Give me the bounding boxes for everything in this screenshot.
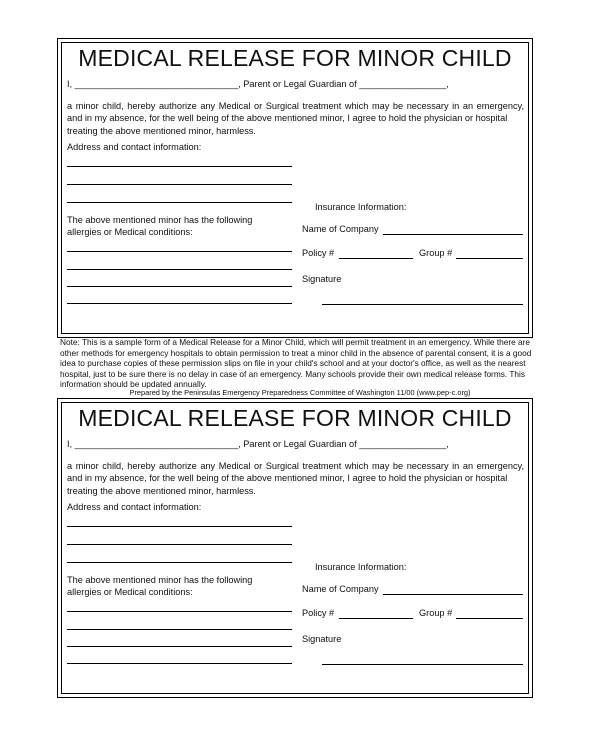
- authorization-body: a minor child, hereby authorize any Medical or Surgical treatment which may be necessary in an emergency, and in my absence, for the well being of the above mentioned minor, I agree to hold the physician or hospital: [67, 461, 524, 484]
- allergy-label-1: The above mentioned minor has the following: [67, 575, 253, 585]
- authorization-last-line: treating the above mentioned minor, harmless.: [67, 125, 256, 136]
- allergy-line-2[interactable]: [67, 269, 292, 270]
- form-title: MEDICAL RELEASE FOR MINOR CHILD: [78, 45, 512, 71]
- prepared-by-credit: Prepared by the Peninsulas Emergency Preparedness Committee of Washington 11/00 (www.pep-c.org): [129, 388, 471, 397]
- address-line-3[interactable]: [67, 562, 292, 563]
- release-form-1: [57, 38, 533, 338]
- policy-field[interactable]: [339, 618, 413, 619]
- address-line-2[interactable]: [67, 544, 292, 545]
- allergy-line-3[interactable]: [67, 286, 292, 287]
- authorization-last-line: treating the above mentioned minor, harmless.: [67, 485, 256, 496]
- address-line-1[interactable]: [67, 166, 292, 167]
- company-field[interactable]: [383, 234, 523, 235]
- signature-label: Signature: [302, 634, 342, 644]
- group-field[interactable]: [456, 618, 523, 619]
- address-line-1[interactable]: [67, 526, 292, 527]
- insurance-label: Insurance Information:: [315, 562, 407, 572]
- policy-field[interactable]: [339, 258, 413, 259]
- address-line-2[interactable]: [67, 184, 292, 185]
- signature-field[interactable]: [322, 304, 523, 305]
- authorization-text: [67, 460, 524, 497]
- signature-label: Signature: [302, 274, 342, 284]
- allergy-label-2: allergies or Medical conditions:: [67, 227, 193, 237]
- guardian-line: I, ________________________________, Parent or Legal Guardian of _________________,: [67, 439, 449, 449]
- authorization-text: [67, 100, 524, 137]
- policy-label: Policy #: [302, 608, 335, 618]
- allergy-line-3[interactable]: [67, 646, 292, 647]
- group-field[interactable]: [456, 258, 523, 259]
- address-line-3[interactable]: [67, 202, 292, 203]
- allergy-line-2[interactable]: [67, 629, 292, 630]
- release-form-2: [57, 398, 533, 698]
- address-label: Address and contact information:: [67, 142, 202, 152]
- allergy-line-4[interactable]: [67, 663, 292, 664]
- guardian-line: I, ________________________________, Parent or Legal Guardian of _________________,: [67, 79, 449, 89]
- sample-form-note: Note: This is a sample form of a Medical Release for a Minor Child, which will permit treatment in an emergency. While there are other methods for emergency hospitals to obtain permission to treat a minor child in the absence of parental consent, it is a good idea to purchase copies of these permission slips on file in your child's school and at your doctor's office, as well as the nearest hospital, just to be sure there is no delay in case of an emergency. Many schools provide their own medical release forms. This information should be updated annually.: [60, 337, 532, 390]
- allergy-line-1[interactable]: [67, 251, 292, 252]
- allergy-line-1[interactable]: [67, 611, 292, 612]
- group-label: Group #: [419, 248, 453, 258]
- group-label: Group #: [419, 608, 453, 618]
- company-label: Name of Company: [302, 224, 379, 234]
- address-label: Address and contact information:: [67, 502, 202, 512]
- insurance-label: Insurance Information:: [315, 202, 407, 212]
- company-label: Name of Company: [302, 584, 379, 594]
- allergy-line-4[interactable]: [67, 303, 292, 304]
- signature-field[interactable]: [322, 664, 523, 665]
- policy-label: Policy #: [302, 248, 335, 258]
- authorization-body: a minor child, hereby authorize any Medical or Surgical treatment which may be necessary in an emergency, and in my absence, for the well being of the above mentioned minor, I agree to hold the physician or hospital: [67, 101, 524, 124]
- form-title: MEDICAL RELEASE FOR MINOR CHILD: [78, 405, 512, 431]
- allergy-label-2: allergies or Medical conditions:: [67, 587, 193, 597]
- company-field[interactable]: [383, 594, 523, 595]
- allergy-label-1: The above mentioned minor has the following: [67, 215, 253, 225]
